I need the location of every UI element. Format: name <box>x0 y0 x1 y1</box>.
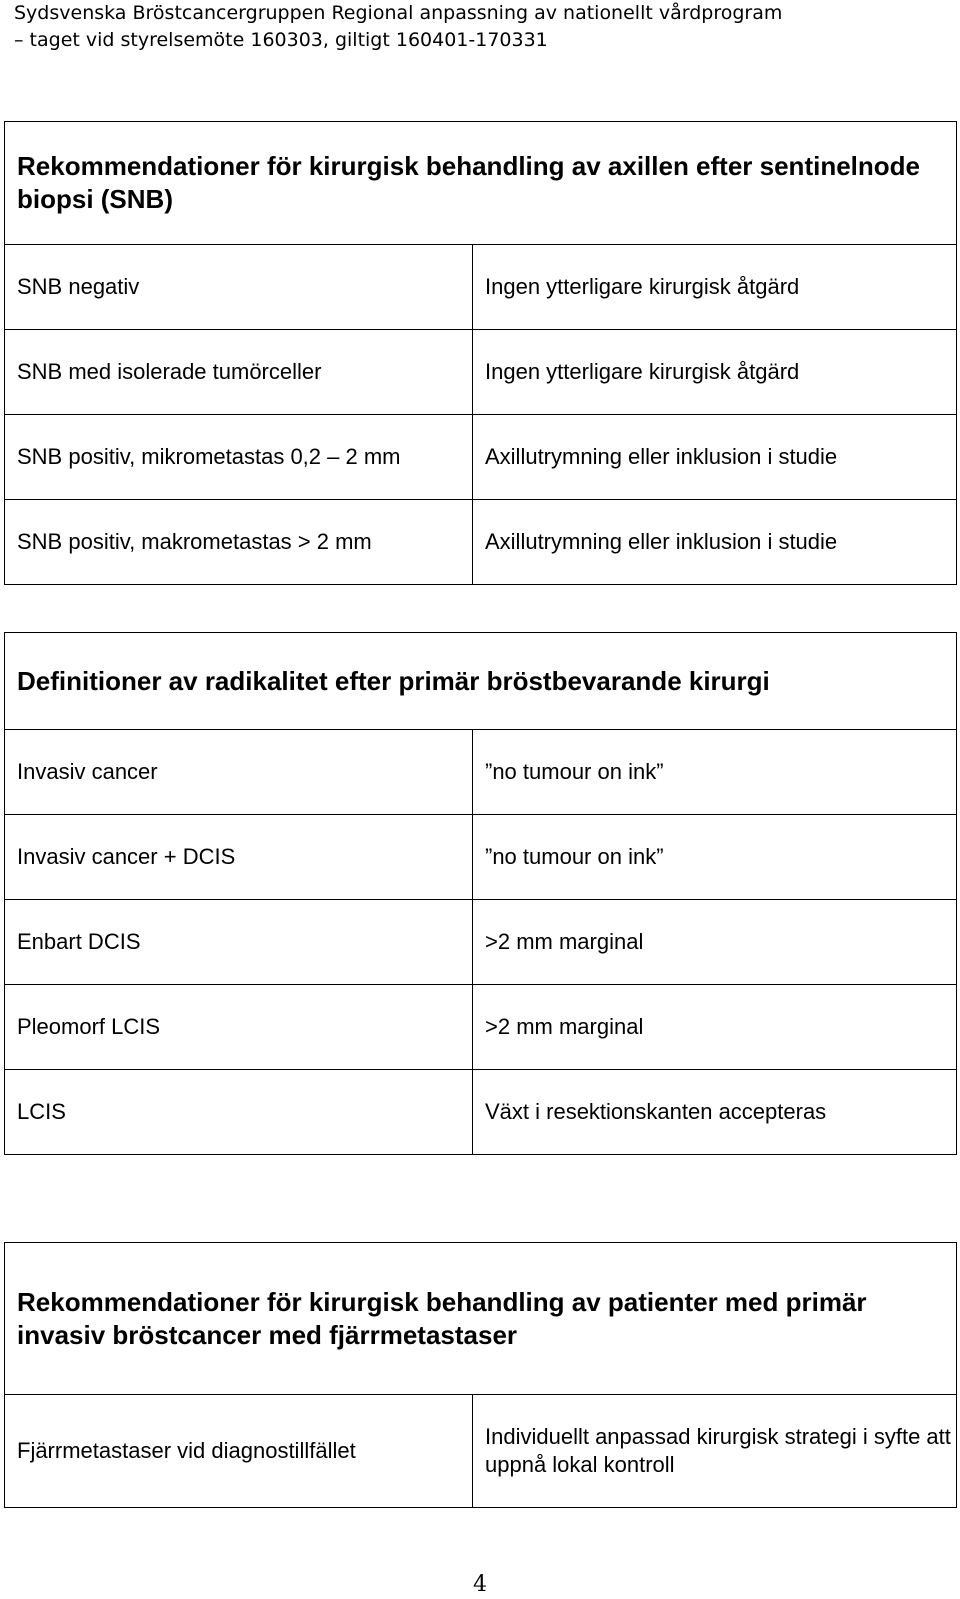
table-cell: ”no tumour on ink” <box>473 730 957 815</box>
table-cell: Invasiv cancer + DCIS <box>5 815 473 900</box>
page-number: 4 <box>473 1572 487 1597</box>
table-cell: Axillutrymning eller inklusion i studie <box>473 415 957 500</box>
table-cell: SNB med isolerade tumörceller <box>5 330 473 415</box>
table-title: Definitioner av radikalitet efter primär bröstbevarande kirurgi <box>5 633 957 730</box>
table-cell: Ingen ytterligare kirurgisk åtgärd <box>473 245 957 330</box>
table-cell: Fjärrmetastaser vid diagnostillfället <box>5 1395 473 1508</box>
table-title: Rekommendationer för kirurgisk behandling av axillen efter sentinelnode biopsi (SNB) <box>5 122 957 245</box>
table-cell: Pleomorf LCIS <box>5 985 473 1070</box>
radicality-definitions-table <box>4 632 957 1155</box>
table-row <box>5 415 957 500</box>
table-cell: Invasiv cancer <box>5 730 473 815</box>
table-row <box>5 330 957 415</box>
table-cell: Enbart DCIS <box>5 900 473 985</box>
table-row <box>5 730 957 815</box>
table-row <box>5 500 957 585</box>
table-row <box>5 985 957 1070</box>
table-title: Rekommendationer för kirurgisk behandling av patienter med primär invasiv bröstcancer med fjärrmetastaser <box>5 1243 957 1395</box>
table-cell: Växt i resektionskanten accepteras <box>473 1070 957 1155</box>
metastasis-recommendations-table <box>4 1242 957 1508</box>
table-row <box>5 815 957 900</box>
header-line-2: – taget vid styrelsemöte 160303, giltigt 160401-170331 <box>14 29 548 51</box>
table-row <box>5 1395 957 1508</box>
table-cell: Axillutrymning eller inklusion i studie <box>473 500 957 585</box>
table-cell: >2 mm marginal <box>473 985 957 1070</box>
table-cell: SNB positiv, mikrometastas 0,2 – 2 mm <box>5 415 473 500</box>
table-cell: SNB positiv, makrometastas > 2 mm <box>5 500 473 585</box>
table-cell: Individuellt anpassad kirurgisk strategi i syfte att uppnå lokal kontroll <box>473 1395 957 1508</box>
table-cell: ”no tumour on ink” <box>473 815 957 900</box>
snb-recommendations-table <box>4 121 957 585</box>
table-cell: SNB negativ <box>5 245 473 330</box>
table-row <box>5 1070 957 1155</box>
header-line-1: Sydsvenska Bröstcancergruppen Regional anpassning av nationellt vårdprogram <box>14 2 783 24</box>
table-cell: >2 mm marginal <box>473 900 957 985</box>
table-row <box>5 900 957 985</box>
table-cell: Ingen ytterligare kirurgisk åtgärd <box>473 330 957 415</box>
table-row <box>5 245 957 330</box>
document-header <box>14 0 944 54</box>
table-cell: LCIS <box>5 1070 473 1155</box>
